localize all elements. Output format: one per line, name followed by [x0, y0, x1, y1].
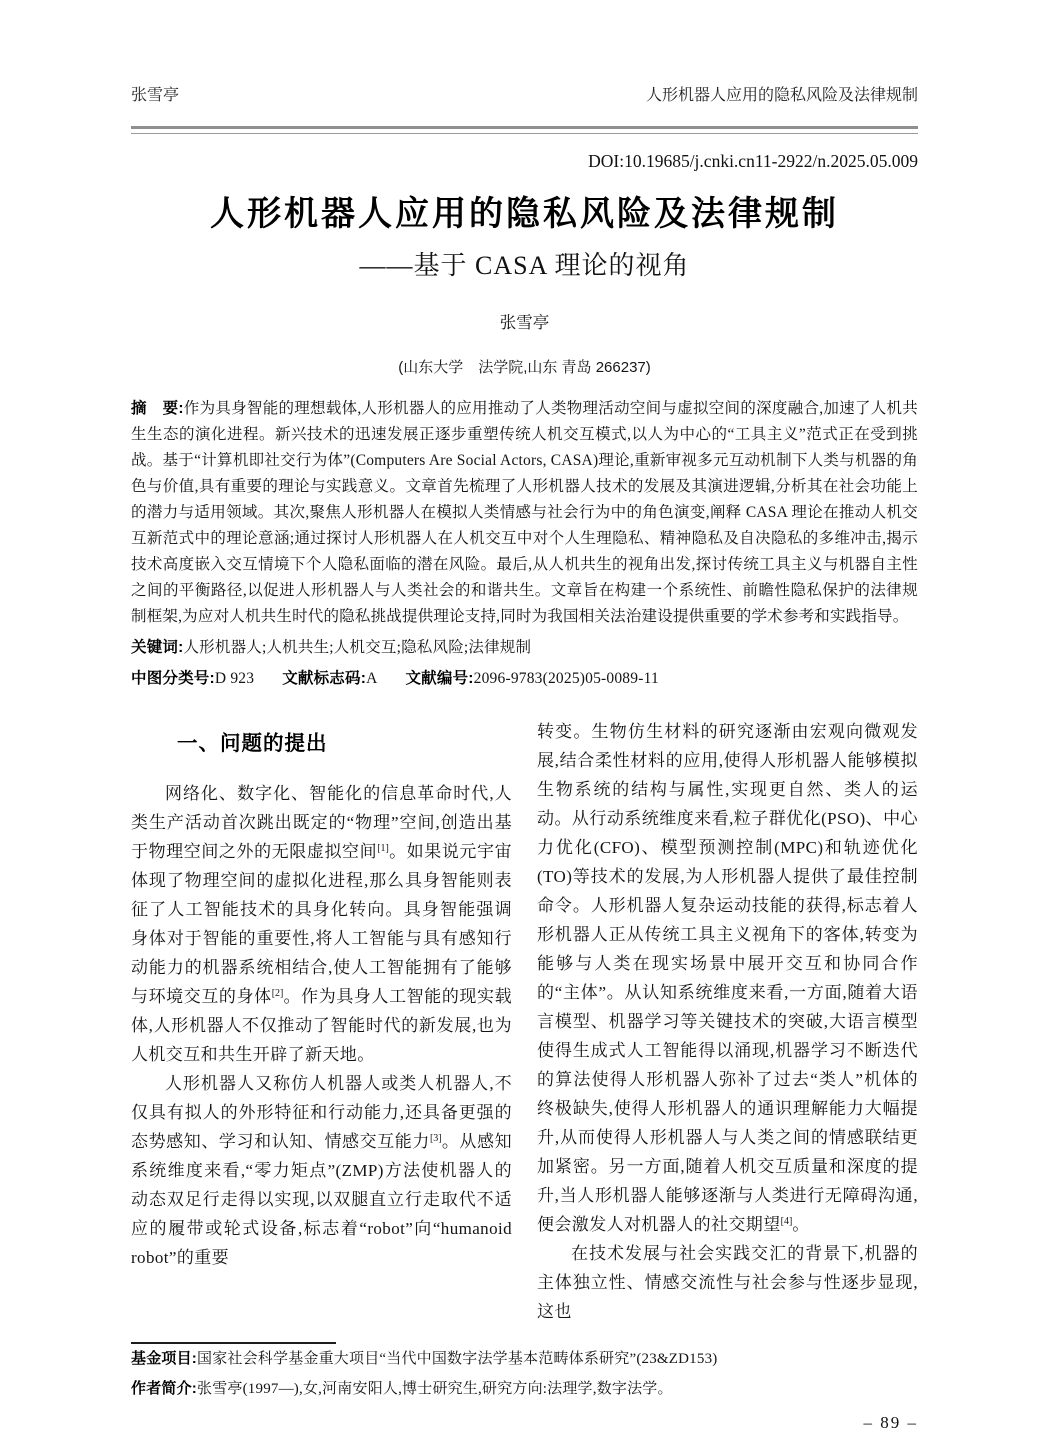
doi-line: DOI:10.19685/j.cnki.cn11-2922/n.2025.05.009 [588, 151, 918, 171]
bio-line [131, 1374, 918, 1404]
fund-line [131, 1344, 918, 1374]
classification-line [131, 666, 918, 692]
body-paragraph: 在技术发展与社会实践交汇的背景下,机器的主体独立性、情感交流性与社会参与性逐步显现,这也 [537, 1244, 918, 1321]
left-column [131, 717, 512, 1326]
abstract-label: 摘 要: [131, 400, 184, 417]
bio-text: 张雪亭(1997—),女,河南安阳人,博士研究生,研究方向:法理学,数字法学。 [197, 1381, 673, 1397]
body-paragraph: 网络化、数字化、智能化的信息革命时代,人类生产活动首次跳出既定的“物理”空间,创造出基于物理空间之外的无限虚拟空间[1]。如果说元宇宙体现了物理空间的虚拟化进程,那么具身智能则表征了人工智能技术的具身化转向。具身智能强调身体对于智能的重要性,将人工智能与具有感知行动能力的机器系统相结合,使人工智能拥有了能够与环境交互的身体[2]。作为具身人工智能的现实载体,人形机器人不仅推动了智能时代的新发展,也为人机交互和共生开辟了新天地。 [131, 784, 513, 1064]
body-paragraph: 人形机器人又称仿人机器人或类人机器人,不仅具有拟人的外形特征和行动能力,还具备更强的态势感知、学习和认知、情感交互能力[3]。从感知系统维度来看,“零力矩点”(ZMP)方法使机器人的动态双足行走得以实现,以双腿直立行走取代不适应的履带或轮式设备,标志着“robot”向“humanoid robot”的重要 [131, 1074, 512, 1267]
clc-value: D 923 [214, 670, 255, 687]
article-title: 人形机器人应用的隐私风险及法律规制 [210, 195, 839, 233]
author-name: 张雪亭 [499, 313, 550, 332]
abstract [131, 396, 918, 630]
section-heading-1: 一、问题的提出 [177, 732, 328, 755]
header-rule [131, 126, 918, 134]
two-column-body [131, 717, 918, 1326]
keywords-label: 关键词: [131, 639, 184, 656]
clc-label: 中图分类号: [131, 670, 215, 687]
keywords [131, 635, 918, 661]
right-column [537, 717, 918, 1326]
article-id-value: 2096-9783(2025)05-0089-11 [473, 670, 659, 687]
doc-code-value: A [366, 670, 378, 687]
fund-text: 国家社会科学基金重大项目“当代中国数字法学基本范畴体系研究”(23&ZD153) [197, 1351, 718, 1367]
keywords-text: 人形机器人;人机共生;人机交互;隐私风险;法律规制 [183, 639, 532, 656]
fund-label: 基金项目: [131, 1350, 197, 1367]
article-id-label: 文献编号: [405, 670, 474, 687]
bio-label: 作者简介: [131, 1380, 197, 1397]
body-paragraph: 转变。生物仿生材料的研究逐渐由宏观向微观发展,结合柔性材料的应用,使得人形机器人能够模拟生物系统的结构与属性,实现更自然、类人的运动。从行动系统维度来看,粒子群优化(PSO)、中心力优化(CFO)、模型预测控制(MPC)和轨迹优化(TO)等技术的发展,为人形机器人提供了最佳控制命令。人形机器人复杂运动技能的获得,标志着人形机器人正从传统工具主义视角下的客体,转变为能够与人类在现实场景中展开交互和协同合作的“主体”。从认知系统维度来看,一方面,随着大语言模型、机器学习等关键技术的突破,大语言模型使得生成式人工智能得以涌现,机器学习不断迭代的算法使得人形机器人弥补了过去“类人”机体的终极缺失,使得人形机器人的通识理解能力大幅提升,从而使得人形机器人与人类之间的情感联结更加紧密。另一方面,随着人机交互质量和深度的提升,当人形机器人能够逐渐与人类进行无障碍沟通,便会激发人对机器人的社交期望[4]。 [537, 722, 918, 1234]
abstract-text: 作为具身智能的理想载体,人形机器人的应用推动了人类物理活动空间与虚拟空间的深度融合,加速了人机共生生态的演化进程。新兴技术的迅速发展正逐步重塑传统人机交互模式,以人为中心的“工具主义”范式正在受到挑战。基于“计算机即社交行为体”(Computers Are Social Actors, CASA)理论,重新审视多元互动机制下人类与机器的角色与价值,具有重要的理论与实践意义。文章首先梳理了人形机器人技术的发展及其演进逻辑,分析其在社会功能上的潜力与适用领域。其次,聚焦人形机器人在模拟人类情感与社会行为中的角色演变,阐释 CASA 理论在推动人机交互新范式中的理论意涵;通过探讨人形机器人在人机交互中对个人生理隐私、精神隐私及自决隐私的多维冲击,揭示技术高度嵌入交互情境下个人隐私面临的潜在风险。最后,从人机共生的视角出发,探讨传统工具主义与机器自主性之间的平衡路径,以促进人形机器人与人类社会的和谐共生。文章旨在构建一个系统性、前瞻性隐私保护的法律规制框架,为应对人机共生时代的隐私挑战提供理论支持,同时为我国相关法治建设提供重要的学术参考和实践指导。 [131, 400, 918, 625]
page-number: – 89 – [863, 1413, 918, 1432]
running-header-title: 人形机器人应用的隐私风险及法律规制 [645, 87, 918, 104]
running-header-author: 张雪亭 [131, 87, 180, 104]
article-subtitle: ——基于 CASA 理论的视角 [359, 251, 690, 280]
doc-code-label: 文献标志码: [282, 670, 367, 687]
author-affiliation: (山东大学 法学院,山东 青岛 266237) [398, 359, 651, 376]
running-header [131, 86, 918, 105]
